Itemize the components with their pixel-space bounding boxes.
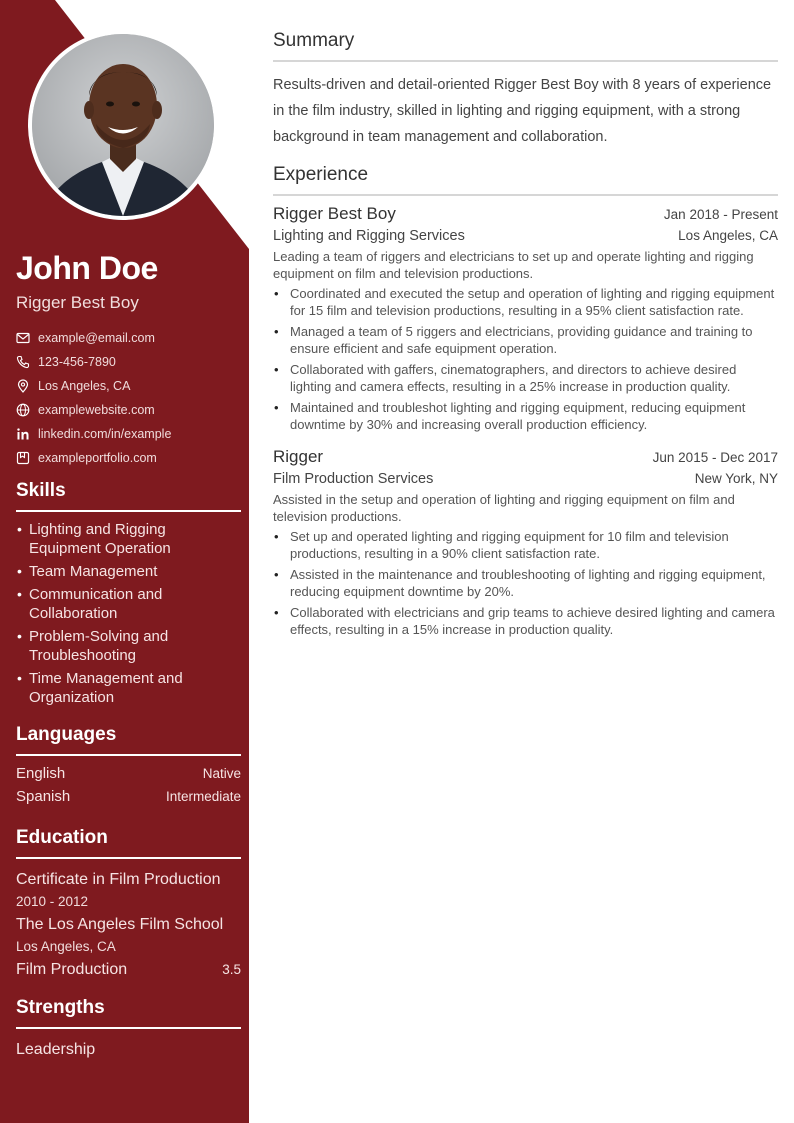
education-field: Film Production [16,961,128,978]
location-icon [16,379,30,393]
summary-text: Results-driven and detail-oriented Rigger Best Boy with 8 years of experience in the film industry, skilled in lighting and rigging equipment, with a strong background in team management and collaboration. [273,77,772,145]
job-bullets [273,285,778,433]
job-entry [273,447,778,638]
phone-icon [16,355,30,369]
language-name: English [16,765,66,782]
languages-heading: Languages [16,724,241,756]
experience-section [273,164,778,638]
job-dates: Jan 2018 - Present [663,207,778,222]
education-field-row [16,958,241,981]
experience-heading: Experience [273,164,778,196]
contact-website[interactable] [16,398,241,422]
education-gpa: 3.5 [222,962,241,977]
mail-icon [16,331,30,345]
education-section [16,827,241,981]
job-header [273,447,778,467]
portfolio-icon [16,451,30,465]
candidate-title: Rigger Best Boy [16,293,139,312]
contact-linkedin[interactable] [16,422,241,446]
job-bullet: • Assisted in the maintenance and troubleshooting of lighting and rigging equipment, reducing equipment downtime by 20%. [273,566,778,600]
contact-phone-text: 123-456-7890 [38,355,116,369]
job-title: Rigger [273,447,324,466]
language-level: Native [202,766,241,781]
strengths-heading: Strengths [16,997,241,1029]
skill-item: • Problem-Solving and Troubleshooting [16,627,241,665]
job-bullet: • Collaborated with electricians and grip teams to achieve desired lighting and camera effects, resulting in a 15% increase in production quality. [273,604,778,638]
profile-photo [32,34,214,216]
contact-location [16,374,241,398]
job-entry [273,204,778,433]
main-content [273,30,778,642]
skills-section [16,480,241,711]
job-company: Film Production Services [273,471,434,487]
strength-item: Leadership [16,1041,96,1058]
job-description: Assisted in the setup and operation of lighting and rigging equipment on film and television productions. [273,492,735,524]
skills-heading: Skills [16,480,241,512]
education-degree: Certificate in Film Production [16,871,221,888]
education-heading: Education [16,827,241,859]
languages-section [16,724,241,811]
job-description: Leading a team of riggers and electricians to set up and operate lighting and rigging equipment on film and television productions. [273,249,754,281]
profile-photo-frame [28,30,218,220]
contact-linkedin-text: linkedin.com/in/example [38,427,172,441]
contact-portfolio[interactable] [16,446,241,470]
language-row [16,788,241,811]
education-years: 2010 - 2012 [16,894,89,909]
contact-email[interactable] [16,326,241,350]
strengths-section [16,997,241,1061]
skill-item: • Time Management and Organization [16,669,241,707]
linkedin-icon [16,427,30,441]
skills-list [16,512,241,707]
job-header [273,204,778,224]
job-bullet: • Set up and operated lighting and rigging equipment for 10 film and television productions, resulting in a 90% client satisfaction rate. [273,528,778,562]
sidebar [0,0,249,1123]
summary-heading: Summary [273,30,778,62]
contact-location-text: Los Angeles, CA [38,379,131,393]
candidate-name: John Doe [16,250,158,286]
job-location: Los Angeles, CA [678,228,778,243]
skill-item: • Lighting and Rigging Equipment Operation [16,520,241,558]
skill-item: • Communication and Collaboration [16,585,241,623]
globe-icon [16,403,30,417]
language-level: Intermediate [165,789,241,804]
summary-section [273,30,778,150]
job-bullet: • Managed a team of 5 riggers and electricians, providing guidance and training to ensure efficient and safe equipment operation. [273,323,778,357]
education-school: The Los Angeles Film School [16,916,224,933]
job-subheader [273,471,778,487]
contact-email-text: example@email.com [38,331,155,345]
contact-list [16,326,241,470]
job-dates: Jun 2015 - Dec 2017 [652,450,778,465]
education-location: Los Angeles, CA [16,939,116,954]
job-bullet: • Collaborated with gaffers, cinematographers, and directors to achieve desired lighting and camera effects, resulting in a 25% increase in production quality. [273,361,778,395]
job-bullet: • Coordinated and executed the setup and operation of lighting and rigging equipment for 15 film and television productions, resulting in a 95% client satisfaction rate. [273,285,778,319]
job-subheader [273,228,778,244]
contact-website-text: examplewebsite.com [38,403,155,417]
contact-portfolio-text: exampleportfolio.com [38,451,157,465]
job-bullet: • Maintained and troubleshot lighting and rigging equipment, reducing equipment downtime by 30% and increasing overall production efficiency. [273,399,778,433]
language-name: Spanish [16,788,71,805]
skill-item: • Team Management [16,562,241,581]
job-title: Rigger Best Boy [273,204,396,223]
job-bullets [273,528,778,638]
job-location: New York, NY [694,471,778,486]
contact-phone[interactable] [16,350,241,374]
language-row [16,765,241,788]
job-company: Lighting and Rigging Services [273,228,465,244]
